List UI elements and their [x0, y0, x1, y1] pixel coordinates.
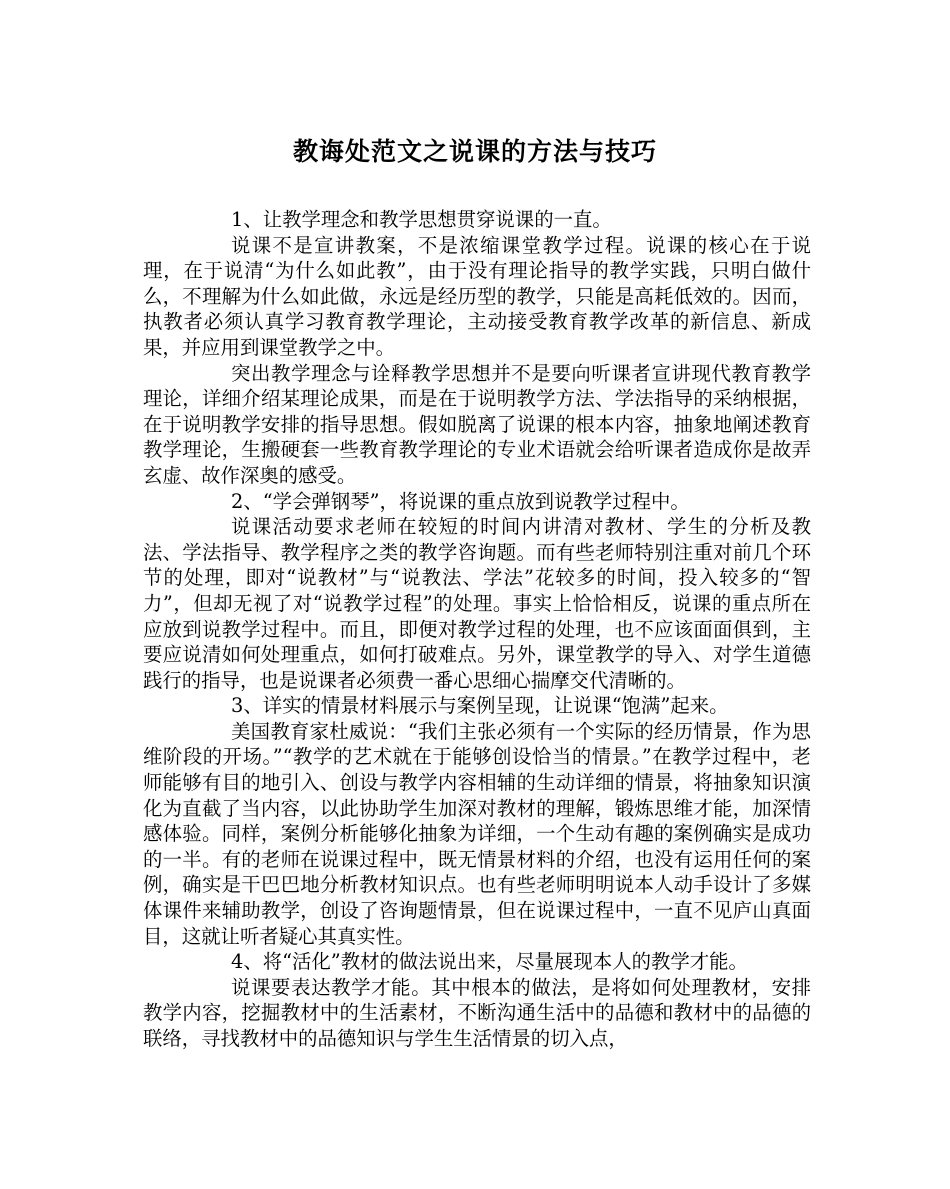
- paragraph-2: 突出教学理念与诠释教学思想并不是要向听课者宣讲现代教育教学理论，详细介绍某理论成果，而是在于说明教学方法、学法指导的采纳根据，在于说明教学安排的指导思想。假如脱离了说课的根本内容，抽象地阐述教育教学理论，生搬硬套一些教育教学理论的专业术语就会给听课者造成你是故弄玄虚、故作深奥的感受。: [143, 361, 811, 487]
- paragraph-5: 说课要表达教学才能。其中根本的做法，是将如何处理教材，安排教学内容，挖掘教材中的生活素材，不断沟通生活中的品德和教材中的品德的联络，寻找教材中的品德知识与学生生活情景的切入点，: [143, 975, 811, 1050]
- heading-3: 3、详实的情景材料展示与案例呈现，让说课“饱满”起来。: [231, 694, 729, 718]
- paragraph-3: 说课活动要求老师在较短的时间内讲清对教材、学生的分析及教法、学法指导、教学程序之类的教学咨询题。而有些老师特别注重对前几个环节的处理，即对“说教材”与“说教法、学法”花较多的时间，投入较多的“智力”，但却无视了对“说教学过程”的处理。事实上恰恰相反，说课的重点所在应放到说教学过程中。而且，即便对教学过程的处理，也不应该面面俱到，主要应说清如何处理重点，如何打破难点。另外，课堂教学的导入、对学生道德践行的指导，也是说课者必须费一番心思细心揣摩交代清晰的。: [143, 515, 811, 692]
- heading-1: 1、让教学理念和教学思想贯穿说课的一直。: [231, 208, 612, 231]
- document-body: [143, 207, 811, 1052]
- document-title: 教诲处范文之说课的方法与技巧: [292, 137, 657, 166]
- paragraph-4: 美国教育家杜威说：“我们主张必须有一个实际的经历情景，作为思维阶段的开场。”“教学的艺术就在于能够创设恰当的情景。”在教学过程中，老师能够有目的地引入、创设与教学内容相辅的生动详细的情景，将抽象知识演化为直截了当内容，以此协助学生加深对教材的理解，锻炼思维才能，加深情感体验。同样，案例分析能够化抽象为详细，一个生动有趣的案例确实是成功的一半。有的老师在说课过程中，既无情景材料的介绍，也没有运用任何的案例，确实是干巴巴地分析教材知识点。也有些老师明明说本人动手设计了多媒体课件来辅助教学，创设了咨询题情景，但在说课过程中，一直不见庐山真面目，这就让听者疑心其真实性。: [143, 719, 811, 948]
- heading-2: 2、“学会弹钢琴”，将说课的重点放到说教学过程中。: [231, 489, 690, 513]
- paragraph-1: 说课不是宣讲教案，不是浓缩课堂教学过程。说课的核心在于说理，在于说清“为什么如此教”，由于没有理论指导的教学实践，只明白做什么，不理解为什么如此做，永远是经历型的教学，只能是高耗低效的。因而，执教者必须认真学习教育教学理论，主动接受教育教学改革的新信息、新成果，并应用到课堂教学之中。: [143, 233, 811, 359]
- heading-4: 4、将“活化”教材的做法说出来，尽量展现本人的教学才能。: [231, 950, 748, 974]
